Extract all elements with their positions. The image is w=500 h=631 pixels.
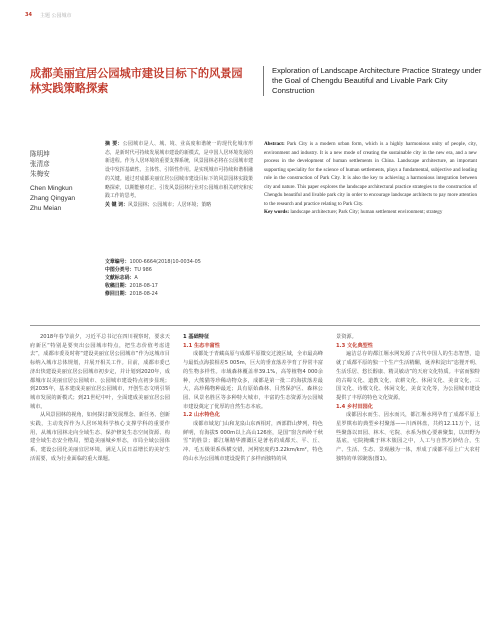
section-label: 主题 公园城市 bbox=[39, 13, 72, 19]
abstract-label: 摘 要： bbox=[105, 141, 123, 147]
abstract-en-text: Park City is a modern urban form, which is a highly harmonious unity of people, city, environment and industry. It is a new mode of creating the sustainable city in the new era, and a new process in the development of human settlements in China. Landscape architecture, an important supporting speciality for the science of human settlements, plays a fundamental, subjective and leading role in the construction of Park City. It is also the key to achieving a harmonious integration between city and nature. This paper explores the landscape architectural practice strategies to the construction of Chengdu beautiful and livable park city in order to encourage landscape architects to pay more attention to the research and practice relating to Park City. bbox=[264, 141, 477, 207]
abstract-chinese bbox=[105, 140, 253, 210]
meta-row: 中图分类号：TU 986 bbox=[105, 267, 152, 274]
body-column-1 bbox=[30, 333, 170, 464]
keywords-en-label: Key words: bbox=[264, 209, 290, 216]
abstract-english bbox=[264, 140, 477, 217]
abstract-en-label: Abstract: bbox=[264, 141, 285, 147]
section-heading: 1 基础特征 bbox=[183, 334, 210, 340]
author-cn: 陈明坤 bbox=[30, 151, 50, 158]
body-column-2 bbox=[183, 333, 323, 464]
body-column-3 bbox=[336, 333, 480, 464]
section-divider bbox=[30, 325, 480, 326]
body-paragraph: 2018年春节前夕，习近平总书记在四川视察时，要求天府新区“特别是要突出公园城市特点，把生态价值考虑进去”，成都市委及时将“建设美丽宜居公园城市”作为这城市目标纳入城市总体规划，并展开相关工作。目前，成都市委已济出快建设美丽宜居公园城市初步定，并计划到2020年，成都城市以美丽宜居公园城市、公园城市建设特点初步显现；到2035年，基本建成美丽宜居公园城市，开创生态文明引领城市发展的新模式；到21世纪中叶，全面建成美丽宜居公园城市。 bbox=[30, 334, 170, 410]
body-paragraph: 成都市域龙门山和龙泉山东西相对，西部群山梦列，特色鲜明，有海拔5 000m以上高山126座，是国“窗含西岭千秋雪”的胜景；都江堰精华灌溉区是著名的成都天、平、丘、冲、毛五级渠系纵横交错，河网密度约3.22km/km²，特色的山水为公园城市建设提供了多样而独特的风 bbox=[183, 421, 323, 462]
author-en: Zhang Qingyan bbox=[30, 195, 76, 203]
body-paragraph: 遍洁总存的都江堰水网发源了古代中国人的生态智慧，造就了成都平原的独一个生产生活精酮，诞养积淀出“恣狸开明、生活乐居、悠长醇康、精灵敏动”的天府文化特质。丰富而独特的古蜀文化、道教文化、农耕文化、休闲文化、美食文化、三国文化、诗歌文化、休闲文化，美食文化等，为公园城市建设提供了丰厚的特色文化资源。 bbox=[336, 351, 480, 401]
meta-row: 修回日期：2018-08-24 bbox=[105, 291, 158, 298]
page-header bbox=[25, 12, 72, 19]
meta-row: 收稿日期：2018-08-17 bbox=[105, 283, 158, 290]
keywords-en-text: landscape architecture; Park City; human settlement environment; strategy bbox=[290, 209, 443, 216]
subsection-heading: 1.2 山水特色化 bbox=[183, 412, 220, 419]
body-paragraph: 从风景园林的视角，如何探讨新发展理念、新任务、创新实践，主动发挥作为人居环境科学核心支撑学科的重要作用，从城市园林走向全域生态、保护修复生态空间资源、构建全域生态安全格局，塑造美丽城乡形态，市局全域公园体系，建设公园化美丽宜居环境，满足人民日益增长的美好生活需要，成为行业面临的重大课题。 bbox=[30, 412, 170, 462]
author-en: Chen Mingkun bbox=[30, 185, 73, 193]
author-en: Zhu Meian bbox=[30, 204, 62, 212]
body-paragraph: 成都处于青藏高原与成都平原微交过渡区域，全市最高峰与最低点海拔相差5 005m，巨大的垂直落差孕育了异常丰富的生物多样性。市域森林覆盖率39.1%，高等植物4 000余种，大熊猫等珍稀动物众多，成都是第一批二的海拔落差最大，高珍稀物种最近；具有原始森林、目然保护区、森林公园、风景名胜区等多种特大城市，丰富的生态资源为公园城市建设奠定了优厚的自然生态本底。 bbox=[183, 351, 323, 410]
subsection-heading: 1.4 乡村田园化 bbox=[336, 403, 373, 410]
abstract-text: 公园城市是人、城、境、业高度和谐统一的现代化城市形态，是新时代可持续发展城市建设的新模式，是中国人居环境发展的新进程。作为人居环境的重要支撑系统，风景园林必将在公园城市建设中发挥基础性、主体性、引领性作用。是实现城市可持续和谐相融的关键。通过对成都美丽宜居公园城市建设目标下的风景园林实践策略探索，以期能够对正、引发风景园林行业对公园城市相关研究和实践工作的思考。 bbox=[105, 141, 253, 200]
author-cn: 朱梅安 bbox=[30, 170, 50, 178]
article-meta bbox=[105, 258, 253, 298]
body-paragraph: 成都因水而生、因水而兴，都江堰水网孕育了成都平原上星罗棋布的典型乡村聚落——川西林盘，共约12.11万个，这些聚落以田园、林木、宅院、水系为核心要素聚集，以田野为基底，宅院掩藏于林木簇园之中，人工与自然巧妙结合，生产、生活、生态、景观融为一体，形成了成都平原上广大农村独特的单邻聚落(图1)。 bbox=[336, 412, 480, 462]
meta-row: 文章编号：1000-6664(2018)10-0034-05 bbox=[105, 259, 201, 265]
meta-row: 文献标志码：A bbox=[105, 275, 138, 282]
subsection-heading: 1.3 文化典型性 bbox=[336, 342, 373, 349]
body-paragraph: 景资源。 bbox=[336, 334, 357, 340]
title-english-block bbox=[263, 66, 485, 96]
subsection-heading: 1.1 生态丰富性 bbox=[183, 342, 220, 349]
keywords-label: 关 键 词： bbox=[105, 201, 128, 208]
title-chinese: 成都美丽宜居公园城市建设目标下的风景园林实践策略探索 bbox=[30, 67, 243, 95]
keywords-text: 风景园林；公园城市；人居环境；策略 bbox=[127, 201, 212, 208]
title-english: Exploration of Landscape Architecture Practice Strategy under the Goal of Chengdu Beautiful and Livable Park City Construction bbox=[272, 66, 482, 95]
page-number: 34 bbox=[25, 12, 32, 18]
author-cn: 张清彦 bbox=[30, 160, 50, 168]
authors-block bbox=[30, 150, 105, 214]
